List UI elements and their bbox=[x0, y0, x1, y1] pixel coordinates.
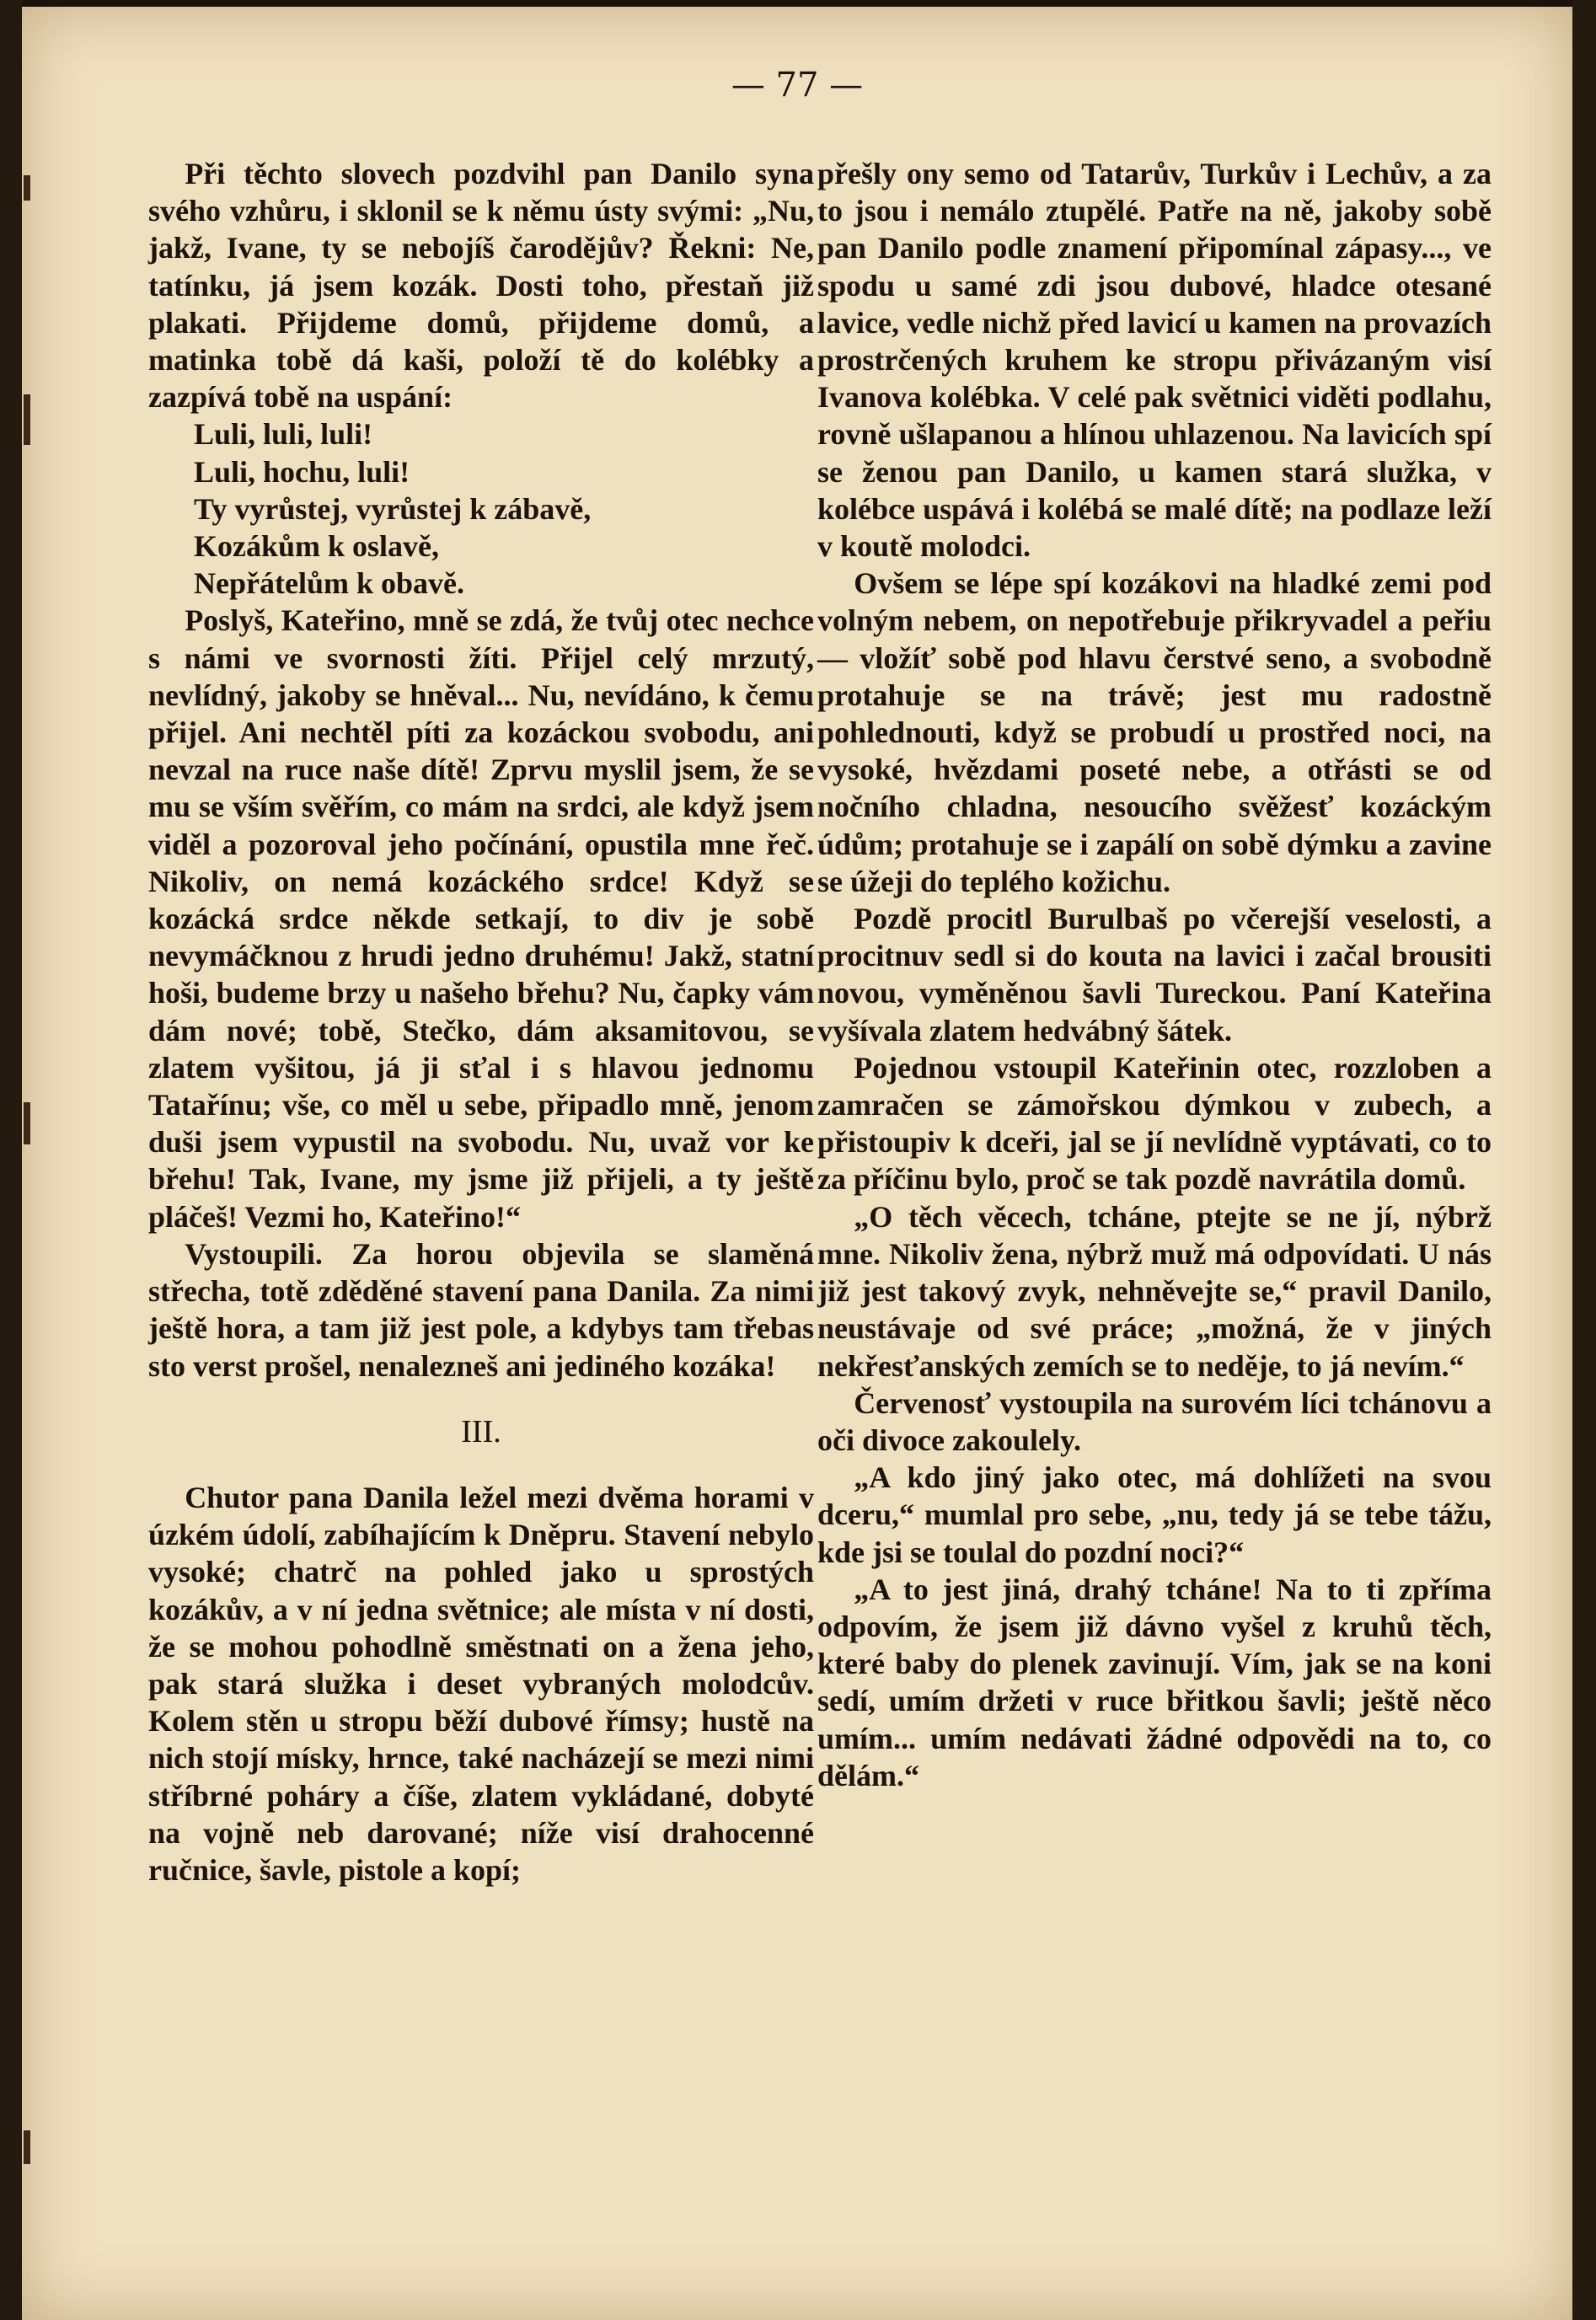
left-column bbox=[148, 155, 814, 2194]
paragraph: „A to jest jiná, drahý tcháne! Na to ti zpříma odpovím, že jsem již dávno vyšel z kruhů těch, které baby do plenek zavinují. Vím, jak se na koni sedí, umím držeti v ruce břitkou šavli; ještě něco umím... umím nedávati žádné odpovědi na to, co dělám.“ bbox=[817, 1572, 1492, 1792]
scan-left-edge bbox=[0, 0, 22, 2320]
verse-line: Nepřátelům k obavě. bbox=[194, 566, 464, 601]
verse-line: Ty vyrůstej, vyrůstej k zábavě, bbox=[194, 491, 592, 526]
margin-mark bbox=[24, 394, 30, 445]
paragraph: Vystoupili. Za horou objevila se slaměná střecha, totě zděděné stavení pana Danila. Za nimi ještě hora, a tam již jest pole, a kdybys tam třebas sto verst prošel, nenalezneš ani jediného kozáka! bbox=[148, 1236, 814, 1383]
paragraph: „O těch věcech, tcháne, ptejte se ne jí, nýbrž mne. Nikoliv žena, nýbrž muž má odpovídati. U nás již jest takový zvyk, nehněvejte se,“ pravil Danilo, neustávaje od své práce; „možná, že v jiných nekřesťanských zemích se to neděje, to já nevím.“ bbox=[817, 1199, 1492, 1383]
paragraph: Při těchto slovech pozdvihl pan Danilo syna svého vzhůru, i sklonil se k němu ústy svými: „Nu, jakž, Ivane, ty se nebojíš čarodějův? Řekni: Ne, tatínku, já jsem kozák. Dosti toho, přestaň již plakati. Přijdeme domů, přijdeme domů, a matinka tobě dá kaši, položí tě do kolébky a zazpívá tobě na uspání: bbox=[148, 157, 814, 415]
verse-line: Luli, luli, luli! bbox=[194, 417, 373, 452]
chapter-heading: III. bbox=[461, 1413, 501, 1449]
paragraph: přešly ony semo od Tatarův, Turkův i Lechův, a za to jsou i nemálo ztupělé. Patře na ně, jakoby sobě pan Danilo podle znamení připomínal zápasy..., ve spodu u samé zdi jsou dubové, hladce otesané lavice, vedle nichž před lavicí u kamen na provazích prostrčených kruhem ke stropu přivázaným visí Ivanova kolébka. V celé pak světnici viděti podlahu, rovně ušlapanou a hlínou uhlazenou. Na lavicích spí se ženou pan Danilo, u kamen stará služka, v kolébce uspává i kolébá se malé dítě; na podlaze leží v koutě molodci. bbox=[817, 157, 1492, 564]
margin-mark bbox=[24, 1102, 30, 1144]
margin-mark bbox=[24, 175, 30, 201]
paragraph: Červenosť vystoupila na surovém líci tchánovu a oči divoce zakoulely. bbox=[817, 1385, 1492, 1457]
page-number: — 77 — bbox=[731, 66, 864, 104]
verse-line: Luli, hochu, luli! bbox=[194, 454, 410, 489]
book-page bbox=[22, 7, 1572, 2320]
paragraph: Pozdě procitl Burulbaš po včerejší veselosti, a procitnuv sedl si do kouta na lavici i začal brousiti novou, vyměněnou šavli Tureckou. Paní Kateřina vyšívala zlatem hedvábný šátek. bbox=[817, 902, 1492, 1047]
verse-line: Kozákům k oslavě, bbox=[194, 529, 440, 564]
paragraph: Chutor pana Danila ležel mezi dvěma horami v úzkém údolí, zabíhajícím k Dněpru. Stavení nebylo vysoké; chatrč na pohled jako u sprostých kozákův, a v ní jedna světnice; ale místa v ní dosti, že se mohou pohodlně směstnati on a žena jeho, pak stará služka i deset vybraných molodcův. Kolem stěn u stropu běží dubové římsy; hustě na nich stojí mísky, hrnce, také nacházejí se mezi nimi stříbrné poháry a číše, zlatem vykládané, dobyté na vojně neb darované; níže visí drahocenné ručnice, šavle, pistole a kopí; bbox=[148, 1480, 814, 1887]
paragraph: „A kdo jiný jako otec, má dohlížeti na svou dceru,“ mumlal pro sebe, „nu, tedy já se tebe tážu, kde jsi se toulal do pozdní noci?“ bbox=[817, 1460, 1492, 1569]
paragraph: Pojednou vstoupil Kateřinin otec, rozzloben a zamračen se zámořskou dýmkou v zubech, a přistoupiv k dceři, jal se jí nevlídně vyptávati, co to za příčinu bylo, proč se tak pozdě navrátila domů. bbox=[817, 1050, 1492, 1197]
right-column bbox=[817, 155, 1492, 2194]
scan-right-edge bbox=[1572, 0, 1596, 2320]
paragraph: Ovšem se lépe spí kozákovi na hladké zemi pod volným nebem, on nepotřebuje přikryvadel a peřiu — vložíť sobě pod hlavu čerstvé seno, a svobodně protahuje se na trávě; jest mu radostně pohlednouti, když se probudí u prostřed noci, na vysoké, hvězdami poseté nebe, a otřásti se od nočního chladna, nesoucího svěžesť kozáckým údům; protahuje se i zapálí on sobě dýmku a zavine se úžeji do teplého kožichu. bbox=[817, 566, 1492, 898]
margin-mark bbox=[24, 2130, 30, 2164]
paragraph: Poslyš, Kateřino, mně se zdá, že tvůj otec nechce s námi ve svornosti žíti. Přijel celý mrzutý, nevlídný, jakoby se hněval... Nu, nevídáno, k čemu přijel. Ani nechtěl píti za kozáckou svobodu, ani nevzal na ruce naše dítě! Zprvu myslil jsem, že se mu se vším svěřím, co mám na srdci, ale když jsem viděl a pozoroval jeho počínání, opustila mne řeč. Nikoliv, on nemá kozáckého srdce! Když se kozácká srdce někde setkají, to div je sobě nevymáčknou z hrudi jedno druhému! Jakž, statní hoši, budeme brzy u našeho břehu? Nu, čapky vám dám nové; tobě, Stečko, dám aksamitovou, se zlatem vyšitou, já ji sťal i s hlavou jednomu Tatařínu; vše, co měl u sebe, připadlo mně, jenom duši jsem vypustil na svobodu. Nu, uvaž vor ke břehu! Tak, Ivane, my jsme již přijeli, a ty ještě pláčeš! Vezmi ho, Kateřino!“ bbox=[148, 603, 814, 1234]
